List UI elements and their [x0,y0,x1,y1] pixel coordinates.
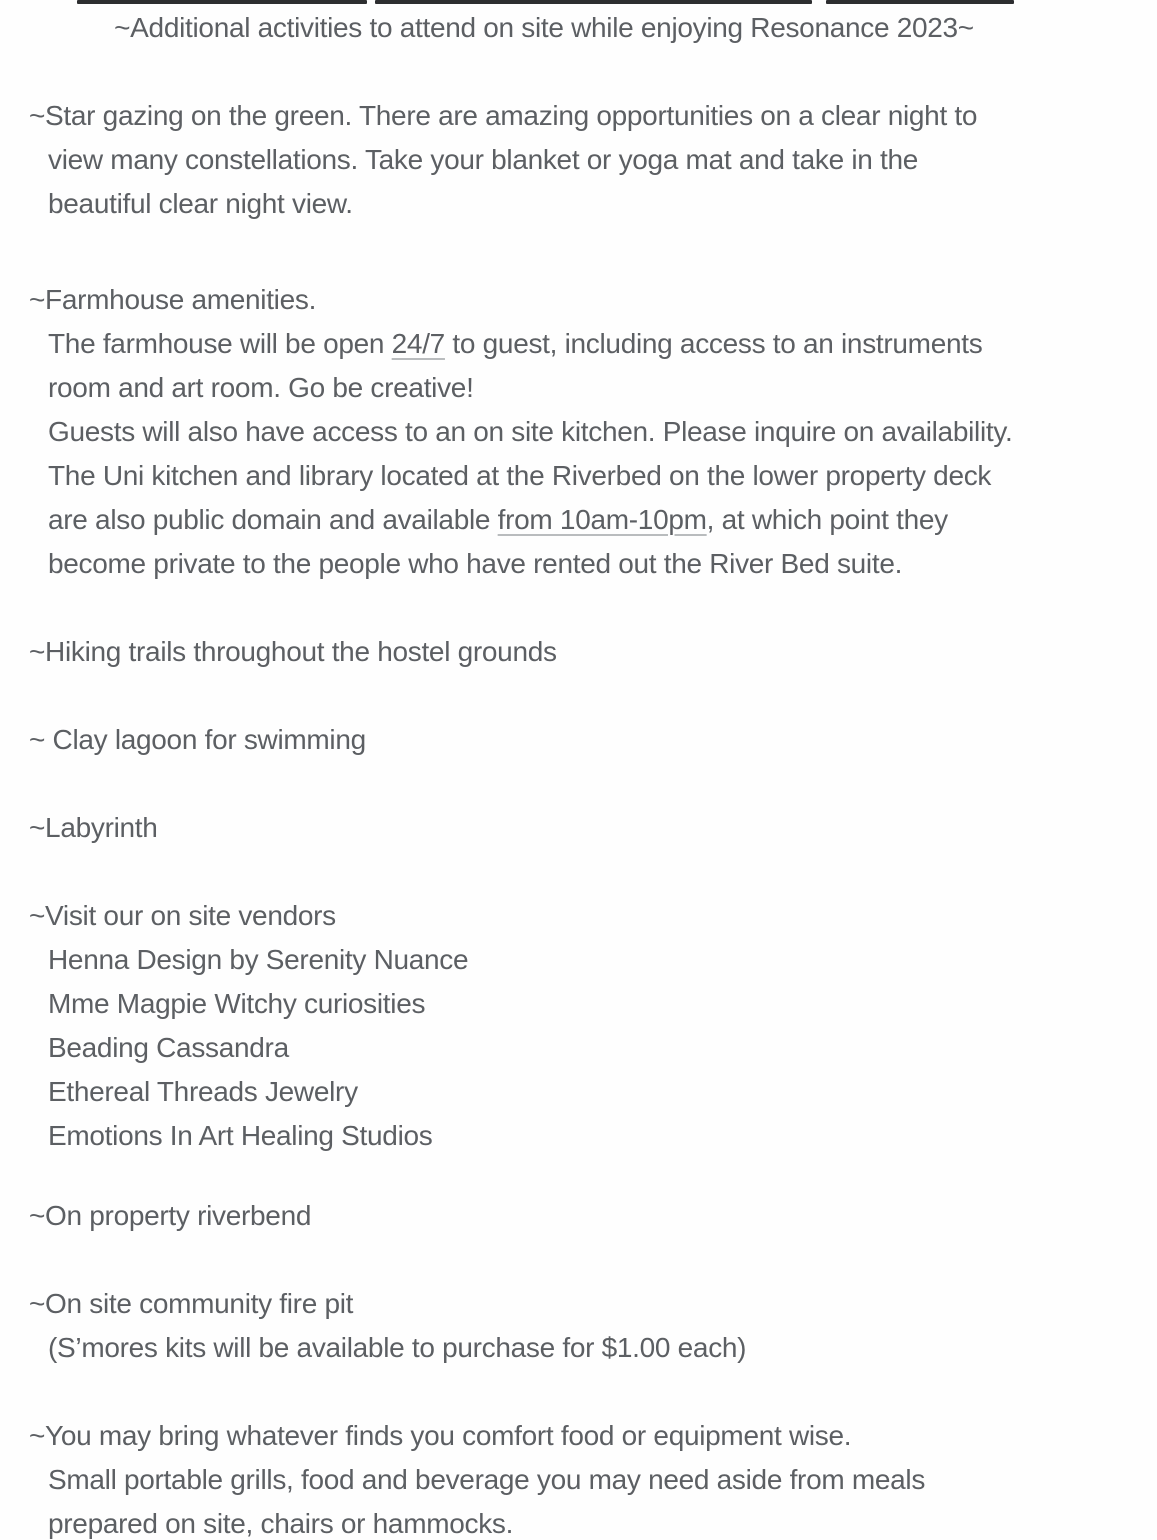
text-line [0,1026,1157,1070]
text-run: Beading Cassandra [48,1032,289,1063]
text-run: Ethereal Threads Jewelry [48,1076,358,1107]
text-run: ~You may bring whatever finds you comfort food or equipment wise. [29,1420,852,1451]
text-run: Guests will also have access to an on site kitchen. Please inquire on availability. [48,416,1013,447]
paragraph-bring-your-own [0,1414,1157,1540]
text-line [0,498,1157,542]
text-run: The farmhouse will be open [48,328,392,359]
text-run: ~Star gazing on the green. There are amazing opportunities on a clear night to [29,100,978,131]
underlined-text: from 10am-10pm [497,504,707,535]
text-line [0,1458,1157,1502]
paragraph-labyrinth [0,806,1157,850]
text-line [0,894,1157,938]
paragraph-vendors [0,894,1157,1158]
text-run: ~Labyrinth [29,812,158,843]
paragraph-farmhouse-amenities [0,278,1157,586]
text-line [0,1070,1157,1114]
underlined-text: 24/7 [391,328,445,359]
text-line [0,278,1157,322]
text-run: are also public domain and available [48,504,498,535]
paragraph-clay-lagoon [0,718,1157,762]
cropped-text-bar-segment [826,0,1014,4]
text-run: (S’mores kits will be available to purchase for $1.00 each) [48,1332,747,1363]
text-line [0,982,1157,1026]
text-line [0,1326,1157,1370]
text-line [0,1114,1157,1158]
text-run: Henna Design by Serenity Nuance [48,944,469,975]
text-run: , at which point they [706,504,948,535]
text-line [0,322,1157,366]
document-title-row [0,6,1088,50]
text-run: ~Hiking trails throughout the hostel grounds [29,636,557,667]
text-line [0,938,1157,982]
text-run: ~Visit our on site vendors [29,900,336,931]
cropped-text-bar-segment [77,0,367,4]
text-run: ~Farmhouse amenities. [29,284,317,315]
text-line [0,1194,1157,1238]
text-line [0,94,1157,138]
text-line [0,410,1157,454]
text-run: ~ Clay lagoon for swimming [29,724,366,755]
text-run: prepared on site, chairs or hammocks. [48,1508,514,1539]
text-line [0,718,1157,762]
paragraph-fire-pit [0,1282,1157,1370]
text-run: ~On property riverbend [29,1200,312,1231]
text-line [0,630,1157,674]
paragraph-riverbend [0,1194,1157,1238]
text-run: Mme Magpie Witchy curiosities [48,988,426,1019]
document-body [0,94,1157,1540]
text-line [0,454,1157,498]
text-run: The Uni kitchen and library located at the Riverbed on the lower property deck [48,460,992,491]
text-line [0,138,1157,182]
text-run: to guest, including access to an instruments [444,328,983,359]
text-line [0,806,1157,850]
text-line [0,542,1157,586]
text-run: view many constellations. Take your blanket or yoga mat and take in the [48,144,919,175]
paragraph-star-gazing [0,94,1157,226]
page-title: ~Additional activities to attend on site while enjoying Resonance 2023~ [114,12,974,43]
text-run: ~On site community fire pit [29,1288,354,1319]
text-run: beautiful clear night view. [48,188,353,219]
text-line [0,1282,1157,1326]
text-line [0,366,1157,410]
paragraph-hiking-trails [0,630,1157,674]
text-run: room and art room. Go be creative! [48,372,474,403]
cropped-text-bar-segment [375,0,812,4]
text-line [0,1414,1157,1458]
text-run: become private to the people who have rented out the River Bed suite. [48,548,903,579]
text-run: Small portable grills, food and beverage you may need aside from meals [48,1464,926,1495]
text-line [0,182,1157,226]
text-line [0,1502,1157,1540]
text-run: Emotions In Art Healing Studios [48,1120,433,1151]
